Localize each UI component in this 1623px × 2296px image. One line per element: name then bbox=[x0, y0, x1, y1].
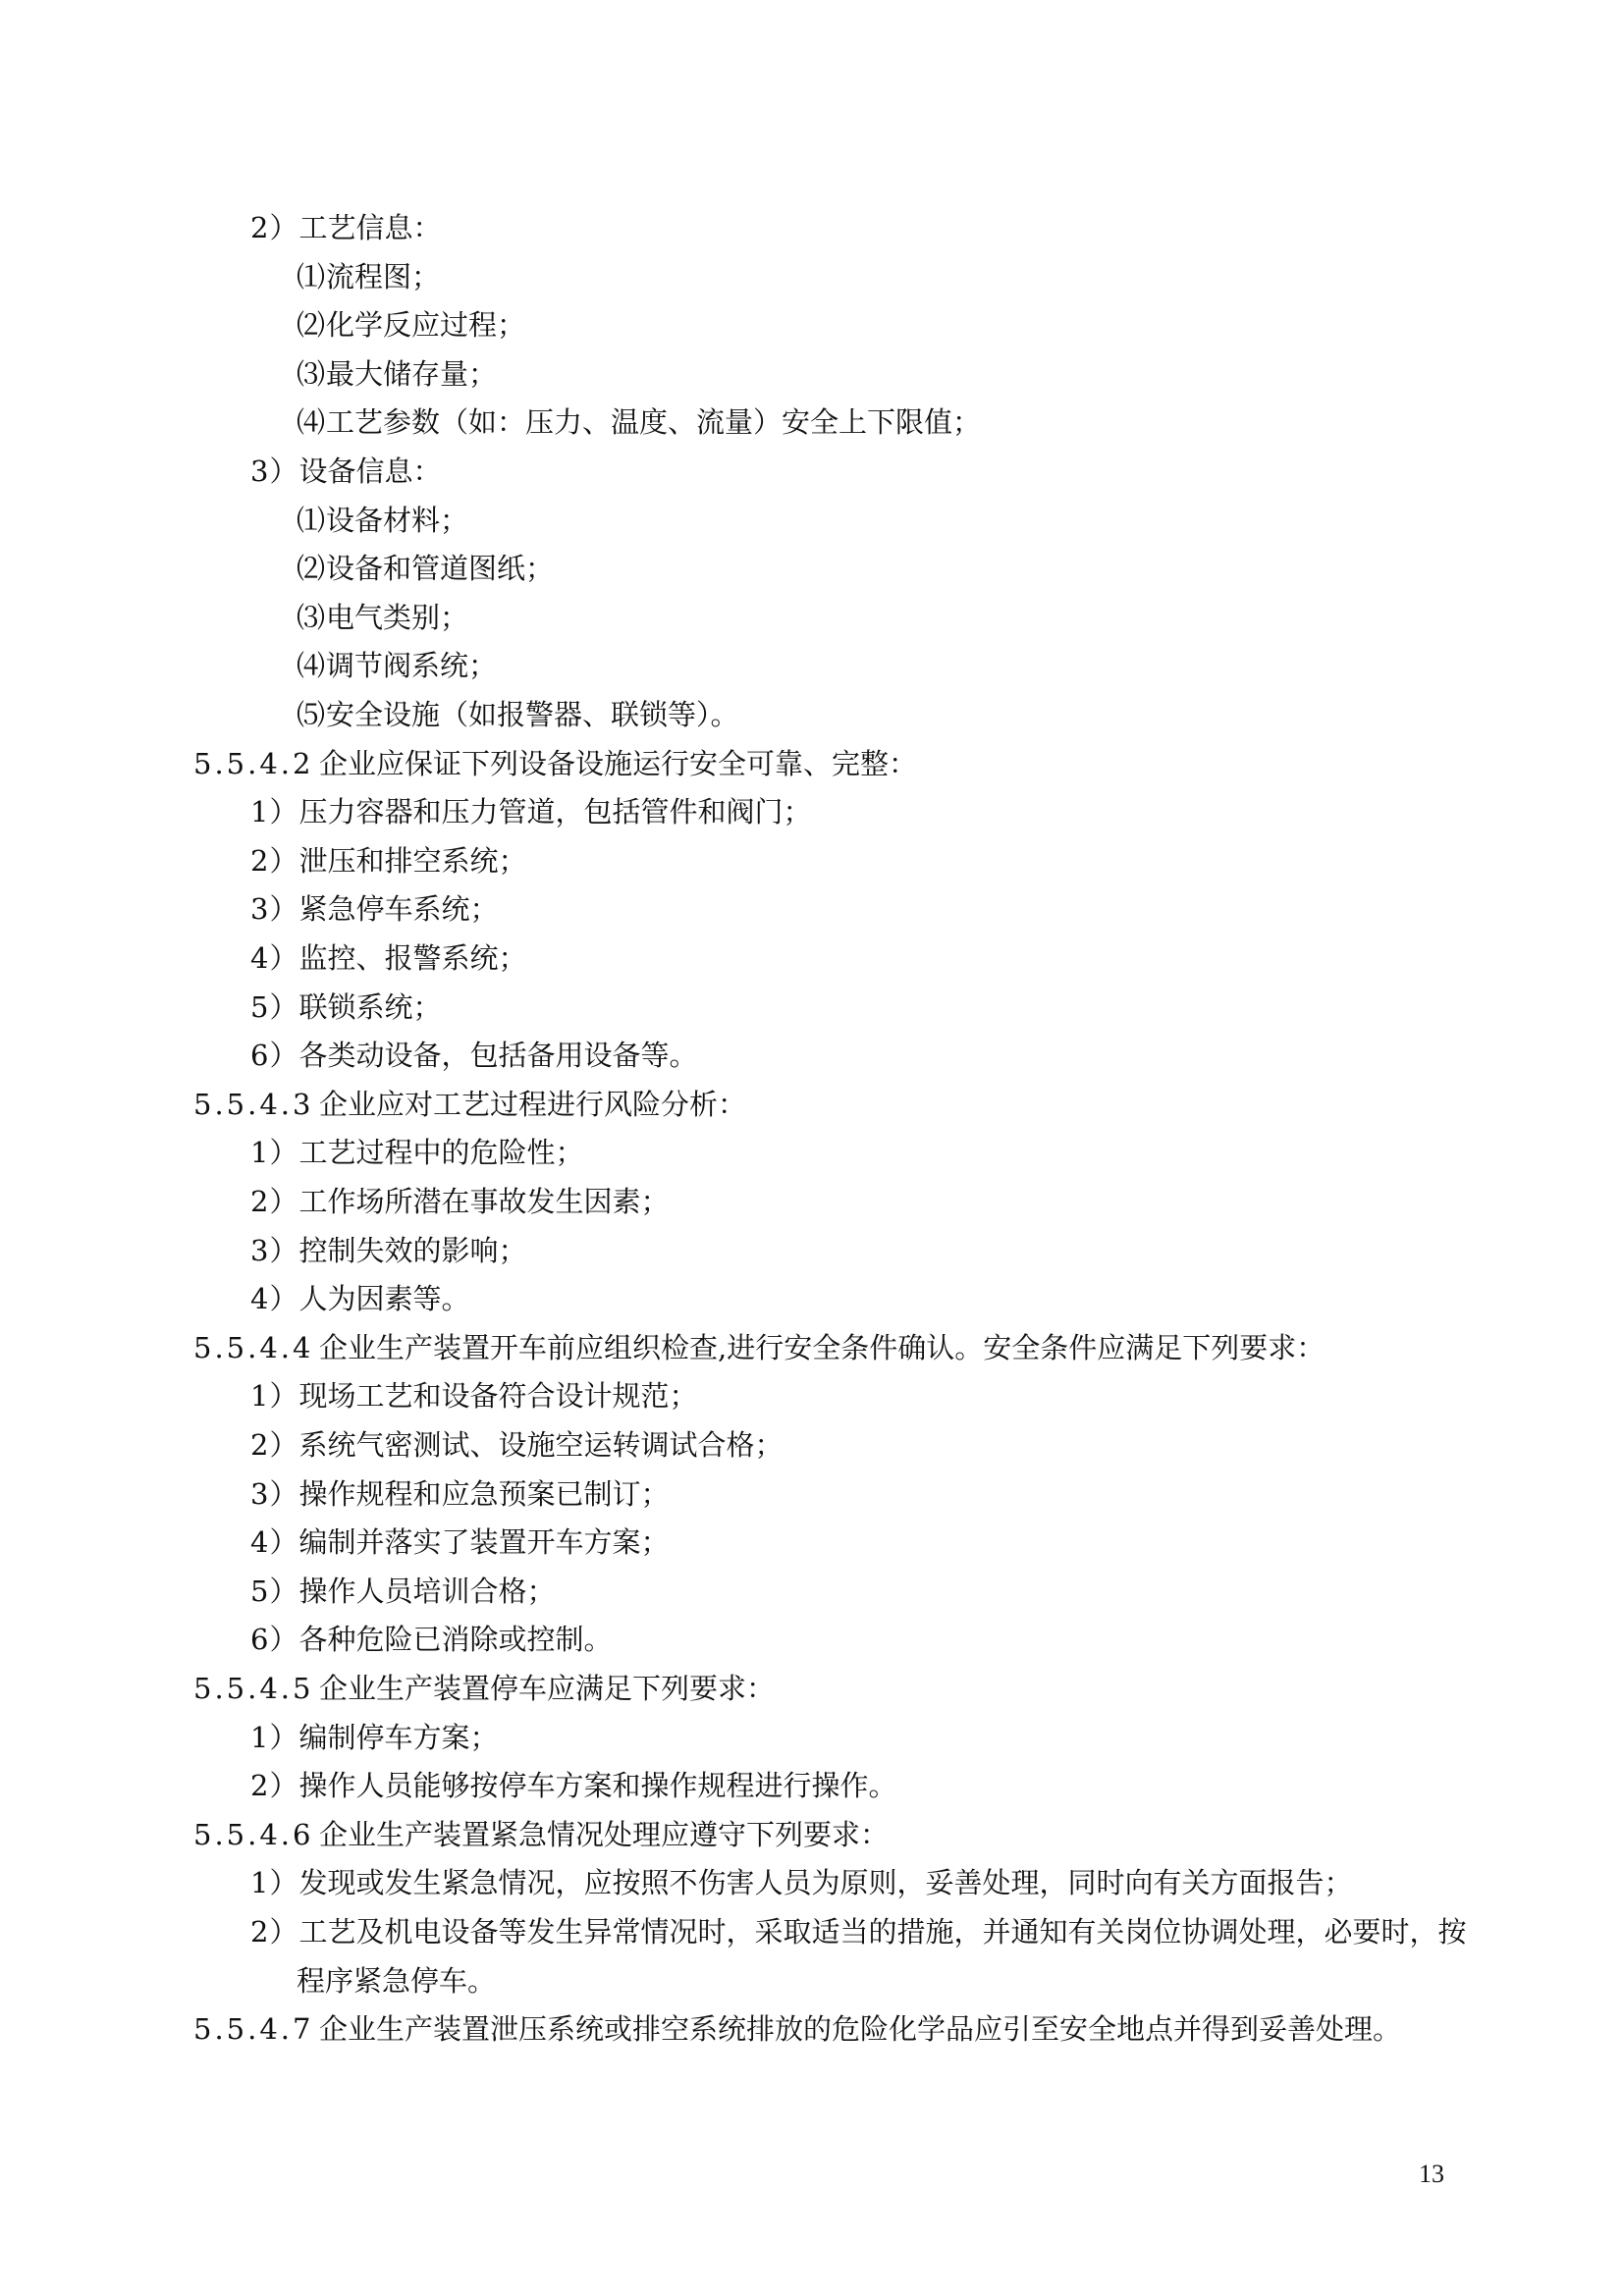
list-item bbox=[250, 1031, 697, 1080]
item-text: 设备信息： bbox=[298, 454, 442, 488]
item-number: ⑴ bbox=[297, 503, 327, 537]
sub-list-item bbox=[297, 690, 739, 739]
sub-list-item bbox=[297, 496, 468, 545]
item-text: 编制停车方案； bbox=[298, 1720, 499, 1754]
item-number: 2） bbox=[250, 1185, 299, 1218]
item-text: 联锁系统； bbox=[298, 989, 442, 1024]
item-number: 6） bbox=[250, 1039, 299, 1073]
sub-list-item bbox=[297, 349, 497, 399]
list-item bbox=[250, 1371, 697, 1420]
list-item bbox=[250, 1226, 526, 1275]
sub-list-item bbox=[297, 300, 525, 349]
item-text: 各类动设备，包括备用设备等。 bbox=[298, 1039, 698, 1073]
item-number: ⑵ bbox=[297, 308, 327, 343]
item-number: 4） bbox=[250, 1525, 299, 1560]
item-text: 最大储存量； bbox=[326, 356, 498, 391]
item-text: 设备和管道图纸； bbox=[326, 552, 555, 586]
list-item bbox=[250, 1128, 583, 1177]
item-number: 3） bbox=[250, 1233, 299, 1267]
sub-list-item bbox=[297, 641, 497, 690]
item-text: 电气类别； bbox=[326, 600, 469, 634]
item-text: 调节阀系统； bbox=[326, 649, 498, 683]
item-number: 5） bbox=[250, 989, 299, 1024]
item-text: 企业生产装置泄压系统或排空系统排放的危险化学品应引至安全地点并得到妥善处理。 bbox=[319, 2012, 1402, 2047]
list-item bbox=[250, 1420, 783, 1469]
list-item bbox=[250, 1907, 1466, 1956]
item-text: 系统气密测试、设施空运转调试合格； bbox=[298, 1428, 784, 1462]
item-text: 化学反应过程； bbox=[326, 308, 526, 343]
item-text: 监控、报警系统； bbox=[298, 941, 527, 975]
item-number: 1） bbox=[250, 1720, 299, 1754]
item-text: 安全设施（如报警器、联锁等）。 bbox=[326, 698, 739, 731]
section-line bbox=[193, 1810, 889, 1859]
item-text: 工作场所潜在事故发生因素； bbox=[298, 1185, 670, 1218]
item-text: 控制失效的影响； bbox=[298, 1233, 527, 1267]
item-number: 2） bbox=[250, 1769, 299, 1803]
item-text: 人为因素等。 bbox=[298, 1282, 470, 1316]
list-item bbox=[250, 787, 811, 836]
item-number: 5.5.4.5 bbox=[193, 1672, 314, 1705]
item-number: 3） bbox=[250, 454, 299, 488]
item-text: 流程图； bbox=[326, 259, 441, 294]
list-item bbox=[250, 1761, 896, 1810]
list-item bbox=[250, 1469, 669, 1519]
item-number: 5.5.4.6 bbox=[193, 1817, 314, 1851]
item-number: ⑶ bbox=[297, 356, 327, 391]
sub-list-item bbox=[297, 593, 468, 642]
item-text: 程序紧急停车。 bbox=[297, 1963, 497, 1998]
section-line bbox=[193, 1323, 1325, 1372]
item-number: 4） bbox=[250, 941, 299, 975]
item-number: ⑷ bbox=[297, 649, 327, 683]
item-text: 工艺过程中的危险性； bbox=[298, 1136, 584, 1170]
item-number: 3） bbox=[250, 1476, 299, 1511]
sub-list-item bbox=[297, 1956, 496, 2005]
item-text: 企业生产装置紧急情况处理应遵守下列要求： bbox=[319, 1817, 890, 1851]
section-line bbox=[193, 2004, 1401, 2054]
item-number: 5） bbox=[250, 1574, 299, 1608]
sub-list-item bbox=[297, 252, 440, 301]
item-text: 泄压和排空系统； bbox=[298, 843, 527, 878]
item-text: 企业应保证下列设备设施运行安全可靠、完整： bbox=[319, 746, 918, 780]
list-item bbox=[250, 1713, 498, 1762]
item-number: 2） bbox=[250, 843, 299, 878]
item-number: 1） bbox=[250, 1379, 299, 1414]
item-text: 操作人员培训合格； bbox=[298, 1574, 556, 1608]
item-text: 企业生产装置开车前应组织检查,进行安全条件确认。安全条件应满足下列要求： bbox=[319, 1330, 1325, 1364]
list-item bbox=[250, 1274, 469, 1323]
list-item bbox=[250, 1567, 555, 1616]
item-text: 操作人员能够按停车方案和操作规程进行操作。 bbox=[298, 1769, 897, 1803]
list-item bbox=[250, 934, 526, 983]
item-number: 1） bbox=[250, 795, 299, 829]
item-text: 企业应对工艺过程进行风险分析： bbox=[319, 1087, 747, 1121]
list-item bbox=[250, 836, 526, 885]
item-number: ⑶ bbox=[297, 600, 327, 634]
item-text: 工艺及机电设备等发生异常情况时，采取适当的措施，并通知有关岗位协调处理，必要时，按 bbox=[298, 1915, 1467, 1949]
item-text: 发现或发生紧急情况，应按照不伤害人员为原则，妥善处理，同时向有关方面报告； bbox=[298, 1866, 1353, 1900]
item-number: 5.5.4.7 bbox=[193, 2012, 314, 2047]
item-number: 3） bbox=[250, 892, 299, 927]
sub-list-item bbox=[297, 398, 981, 447]
item-number: ⑴ bbox=[297, 259, 327, 294]
item-text: 压力容器和压力管道，包括管件和阀门； bbox=[298, 795, 812, 829]
item-number: ⑵ bbox=[297, 552, 327, 586]
item-text: 企业生产装置停车应满足下列要求： bbox=[319, 1672, 776, 1705]
section-line bbox=[193, 739, 917, 788]
item-number: ⑷ bbox=[297, 405, 327, 440]
item-number: 4） bbox=[250, 1282, 299, 1316]
item-number: 2） bbox=[250, 1915, 299, 1949]
item-text: 紧急停车系统； bbox=[298, 892, 499, 927]
item-number: 6） bbox=[250, 1623, 299, 1657]
item-text: 现场工艺和设备符合设计规范； bbox=[298, 1379, 698, 1414]
item-number: 2） bbox=[250, 211, 299, 244]
page-number: 13 bbox=[1419, 2160, 1444, 2188]
item-text: 工艺参数（如：压力、温度、流量）安全上下限值； bbox=[326, 405, 982, 440]
item-text: 工艺信息： bbox=[298, 211, 442, 244]
item-number: 5.5.4.2 bbox=[193, 746, 314, 780]
item-number: ⑸ bbox=[297, 698, 327, 731]
item-text: 各种危险已消除或控制。 bbox=[298, 1623, 613, 1657]
list-item bbox=[250, 447, 441, 496]
list-item bbox=[250, 1615, 612, 1664]
list-item bbox=[250, 1177, 669, 1226]
item-number: 2） bbox=[250, 1428, 299, 1462]
item-number: 1） bbox=[250, 1136, 299, 1170]
item-number: 5.5.4.3 bbox=[193, 1087, 314, 1121]
list-item bbox=[250, 1858, 1352, 1907]
section-line bbox=[193, 1664, 775, 1713]
section-line bbox=[193, 1080, 746, 1129]
item-text: 操作规程和应急预案已制订； bbox=[298, 1476, 670, 1511]
item-text: 编制并落实了装置开车方案； bbox=[298, 1525, 670, 1560]
list-item bbox=[250, 1518, 669, 1567]
list-item bbox=[250, 884, 498, 934]
item-text: 设备材料； bbox=[326, 503, 469, 537]
sub-list-item bbox=[297, 544, 554, 593]
list-item bbox=[250, 983, 441, 1032]
list-item bbox=[250, 203, 441, 252]
item-number: 1） bbox=[250, 1866, 299, 1900]
item-number: 5.5.4.4 bbox=[193, 1330, 314, 1364]
